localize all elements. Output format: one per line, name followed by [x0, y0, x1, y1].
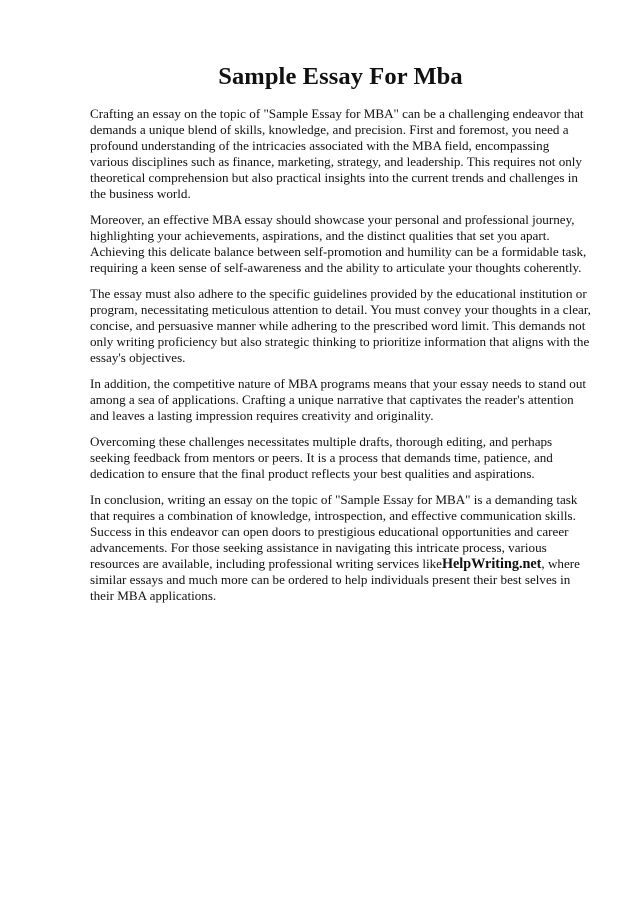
document-title: Sample Essay For Mba [218, 63, 463, 90]
conclusion-text-before: In conclusion, writing an essay on the topic of "Sample Essay for MBA" is a demanding task that requires a combination of knowledge, introspection, and effective communication skills. Success in this endeavor can open doors to prestigious educational opportunities and career advancements. For those seeking assistance in navigating this intricate process, various resources are available, including professional writing services like [90, 492, 578, 571]
paragraph-2: Moreover, an effective MBA essay should showcase your personal and professional journey, highlighting your achievements, aspirations, and the distinct qualities that set you apart. Achieving this delicate balance between self-promotion and humility can be a formidable task, requiring a keen sense of self-awareness and the ability to articulate your thoughts coherently. [90, 212, 587, 275]
paragraph-conclusion [90, 492, 591, 604]
conclusion-text-after: , where similar essays and much more can be ordered to help individuals present their best selves in their MBA applications. [90, 556, 580, 603]
helpwriting-brand-link[interactable]: HelpWriting.net [441, 556, 542, 572]
paragraph-1: Crafting an essay on the topic of "Sample Essay for MBA" can be a challenging endeavor that demands a unique blend of skills, knowledge, and precision. First and foremost, you need a profound understanding of the intricacies associated with the MBA field, encompassing various disciplines such as finance, marketing, strategy, and leadership. This requires not only theoretical comprehension but also practical insights into the current trends and challenges in the business world. [90, 106, 584, 201]
paragraph-4: In addition, the competitive nature of MBA programs means that your essay needs to stand out among a sea of applications. Crafting a unique narrative that captivates the reader's attention and leaves a lasting impression requires creativity and originality. [90, 376, 587, 423]
paragraph-5: Overcoming these challenges necessitates multiple drafts, thorough editing, and perhaps seeking feedback from mentors or peers. It is a process that demands time, patience, and dedication to ensure that the final product reflects your best qualities and aspirations. [90, 434, 553, 481]
paragraph-3: The essay must also adhere to the specific guidelines provided by the educational institution or program, necessitating meticulous attention to detail. You must convey your thoughts in a clear, concise, and persuasive manner while adhering to the prescribed word limit. This demands not only writing proficiency but also strategic thinking to prioritize information that aligns with the essay's objectives. [90, 286, 591, 365]
